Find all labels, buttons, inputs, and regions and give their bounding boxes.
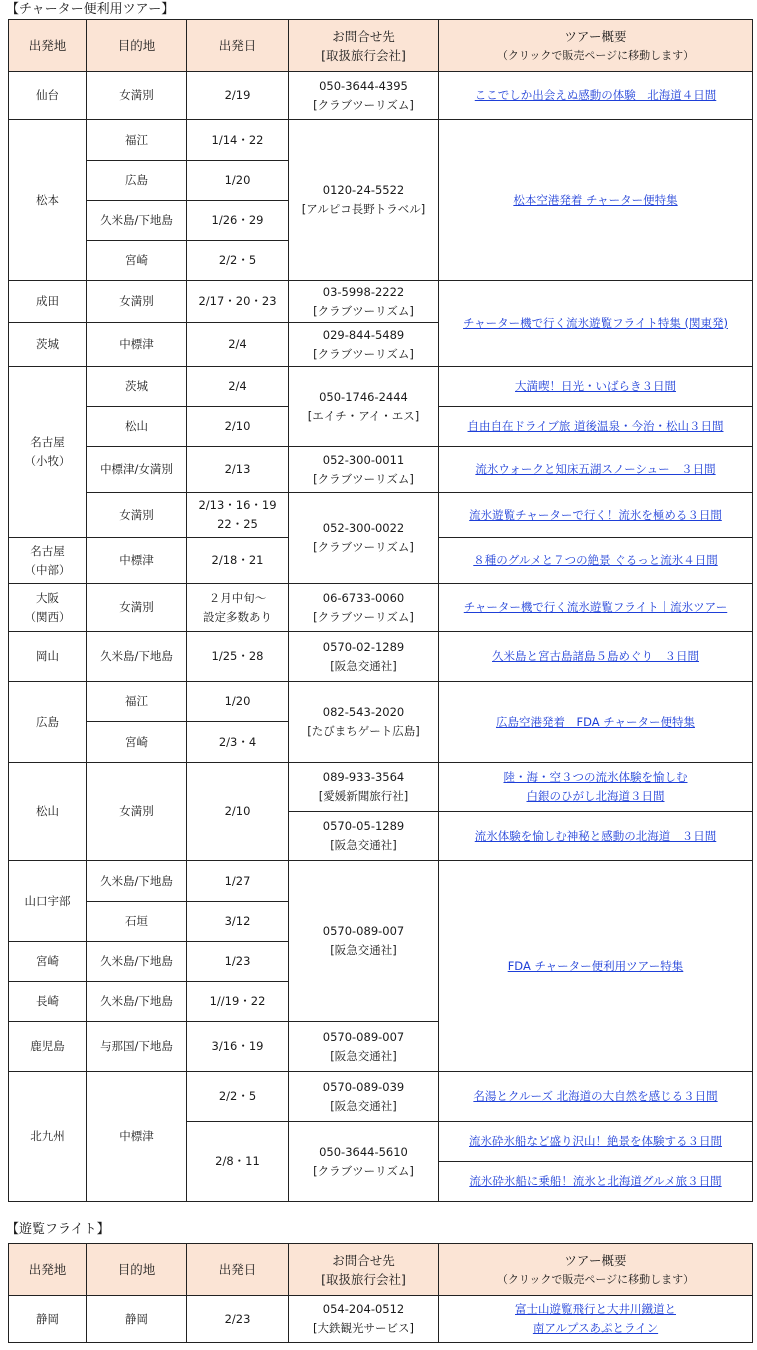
tour-link[interactable]: 陸・海・空３つの流氷体験を愉しむ 白銀のひがし北海道３日間 [503,770,688,803]
header-contact: お問合せ先 [取扱旅行会社] [289,1244,439,1296]
date-cell: 2/10 [187,407,289,447]
origin-cell: 松山 [9,763,87,861]
tour-link[interactable]: ８種のグルメと７つの絶景 ぐるっと流氷４日間 [473,553,718,567]
tour-link[interactable]: 広島空港発着 FDA チャーター便特集 [496,714,695,729]
origin-cell: 静岡 [9,1296,87,1343]
contact-cell: 050-3644-4395 [クラブツーリズム] [289,72,439,120]
date-cell: 1/27 [187,861,289,902]
tour-cell [439,763,753,812]
date-cell: 3/16・19 [187,1022,289,1072]
date-cell: 1//19・22 [187,982,289,1022]
table-row [9,493,753,538]
destination-cell: 女満別 [87,72,187,120]
date-cell: 2/2・5 [187,1072,289,1122]
origin-cell: 鹿児島 [9,1022,87,1072]
tour-link[interactable]: 名湯とクルーズ 北海道の大自然を感じる３日間 [473,1089,718,1103]
date-cell: 2/4 [187,367,289,407]
contact-cell: 03-5998-2222 [クラブツーリズム] [289,281,439,323]
contact-cell: 0120-24-5522 [アルピコ長野トラベル] [289,120,439,281]
tour-cell [439,407,753,447]
tour-link[interactable]: 流氷遊覧チャーターで行く！流氷を極める３日間 [469,507,722,522]
origin-cell: 名古屋 （小牧） [9,367,87,538]
contact-cell: 0570-089-007 [阪急交通社] [289,861,439,1022]
origin-cell: 広島 [9,682,87,763]
table-row [9,72,753,120]
date-cell: 2/10 [187,763,289,861]
destination-cell: 福江 [87,682,187,722]
date-cell: 3/12 [187,902,289,942]
destination-cell: 松山 [87,407,187,447]
tour-cell [439,1296,753,1343]
tour-link[interactable]: チャーター機で行く流氷遊覧フライト｜流氷ツアー [463,600,728,614]
destination-cell: 静岡 [87,1296,187,1343]
table-row [9,632,753,682]
table-header-row [9,1244,753,1296]
tour-link[interactable]: 自由自在ドライブ旅 道後温泉・今治・松山３日間 [467,419,724,433]
tour-cell [439,367,753,407]
tour-link[interactable]: 大満喫！日光・いばらき３日間 [515,379,676,393]
origin-cell: 宮崎 [9,942,87,982]
date-cell: 2/3・4 [187,722,289,763]
contact-cell: 0570-05-1289 [阪急交通社] [289,812,439,861]
contact-cell: 06-6733-0060 [クラブツーリズム] [289,584,439,632]
header-summary: ツアー概要 （クリックで販売ページに移動します） [439,1244,753,1296]
tour-link[interactable]: 松本空港発着 チャーター便特集 [513,192,678,207]
destination-cell: 女満別 [87,763,187,861]
contact-cell: 050-1746-2444 [エイチ・アイ・エス] [289,367,439,447]
table-row [9,861,753,902]
tour-link[interactable]: 流氷砕氷船に乗船！流氷と北海道グルメ旅３日間 [469,1174,722,1188]
destination-cell: 女満別 [87,584,187,632]
contact-cell: 054-204-0512 [大鉄観光サービス] [289,1296,439,1343]
destination-cell: 久米島/下地島 [87,201,187,241]
section-title-charter: 【チャーター便利用ツアー】 [6,2,175,17]
date-cell: 2/13・16・19 22・25 [187,493,289,538]
destination-cell: 中標津/女満別 [87,447,187,493]
date-cell: 2/17・20・23 [187,281,289,323]
contact-cell: 0570-089-007 [阪急交通社] [289,1022,439,1072]
tour-cell [439,632,753,682]
contact-cell: 082-543-2020 [たびまちゲート広島] [289,682,439,763]
header-origin: 出発地 [9,20,87,72]
origin-cell: 岡山 [9,632,87,682]
tour-cell [439,72,753,120]
table-row [9,1296,753,1343]
destination-cell: 久米島/下地島 [87,861,187,902]
tour-cell [439,120,753,281]
section-title-sightseeing: 【遊覧フライト】 [6,1222,110,1237]
tour-cell [439,861,753,1072]
origin-cell: 松本 [9,120,87,281]
date-cell: ２月中旬～ 設定多数あり [187,584,289,632]
table-row [9,447,753,493]
destination-cell: 宮崎 [87,241,187,281]
sightseeing-tour-table [8,1243,753,1343]
tour-cell [439,447,753,493]
origin-cell: 仙台 [9,72,87,120]
tour-link[interactable]: 流氷砕氷船など盛り沢山！絶景を体験する３日間 [469,1134,722,1148]
contact-cell: 0570-089-039 [阪急交通社] [289,1072,439,1122]
date-cell: 1/26・29 [187,201,289,241]
date-cell: 1/23 [187,942,289,982]
tour-link[interactable]: 久米島と宮古島諸島５島めぐり ３日間 [492,649,699,663]
tour-cell [439,1162,753,1202]
header-destination: 目的地 [87,20,187,72]
table-row [9,682,753,722]
destination-cell: 中標津 [87,1072,187,1202]
header-destination: 目的地 [87,1244,187,1296]
origin-cell: 茨城 [9,323,87,367]
header-origin: 出発地 [9,1244,87,1296]
tour-cell [439,281,753,367]
table-row [9,584,753,632]
charter-tour-table [8,19,753,1202]
contact-cell: 050-3644-5610 [クラブツーリズム] [289,1122,439,1202]
table-row [9,763,753,812]
origin-cell: 名古屋 （中部） [9,538,87,584]
tour-link[interactable]: ここでしか出会えぬ感動の体験 北海道４日間 [474,88,717,102]
contact-cell: 052-300-0011 [クラブツーリズム] [289,447,439,493]
tour-cell [439,493,753,538]
tour-link[interactable]: 富士山遊覧飛行と大井川鐵道と 南アルプスあぷとライン [515,1302,676,1335]
destination-cell: 茨城 [87,367,187,407]
date-cell: 1/14・22 [187,120,289,161]
destination-cell: 女満別 [87,281,187,323]
destination-cell: 宮崎 [87,722,187,763]
table-header-row [9,20,753,72]
origin-cell: 長崎 [9,982,87,1022]
tour-cell [439,1122,753,1162]
tour-link[interactable]: FDA チャーター便利用ツアー特集 [507,958,684,973]
origin-cell: 山口宇部 [9,861,87,942]
header-date: 出発日 [187,20,289,72]
date-cell: 2/18・21 [187,538,289,584]
tour-cell [439,682,753,763]
tour-cell [439,538,753,584]
tour-cell [439,812,753,861]
date-cell: 2/13 [187,447,289,493]
destination-cell: 女満別 [87,493,187,538]
tour-cell [439,1072,753,1122]
date-cell: 2/8・11 [187,1122,289,1202]
origin-cell: 北九州 [9,1072,87,1202]
tour-cell [439,584,753,632]
origin-cell: 成田 [9,281,87,323]
destination-cell: 中標津 [87,538,187,584]
table-row [9,120,753,161]
destination-cell: 広島 [87,161,187,201]
contact-cell: 052-300-0022 [クラブツーリズム] [289,493,439,584]
origin-cell: 大阪 （関西） [9,584,87,632]
header-date: 出発日 [187,1244,289,1296]
destination-cell: 石垣 [87,902,187,942]
destination-cell: 福江 [87,120,187,161]
destination-cell: 与那国/下地島 [87,1022,187,1072]
table-row [9,367,753,407]
table-row [9,281,753,323]
date-cell: 2/2・5 [187,241,289,281]
date-cell: 2/4 [187,323,289,367]
destination-cell: 久米島/下地島 [87,942,187,982]
contact-cell: 0570-02-1289 [阪急交通社] [289,632,439,682]
contact-cell: 089-933-3564 [愛媛新聞旅行社] [289,763,439,812]
tour-link[interactable]: 流氷ウォークと知床五湖スノーシュー ３日間 [475,462,716,476]
date-cell: 1/25・28 [187,632,289,682]
destination-cell: 中標津 [87,323,187,367]
tour-link[interactable]: チャーター機で行く流氷遊覧フライト特集 (関東発) [463,316,728,330]
date-cell: 2/19 [187,72,289,120]
contact-cell: 029-844-5489 [クラブツーリズム] [289,323,439,367]
header-contact: お問合せ先 [取扱旅行会社] [289,20,439,72]
date-cell: 2/23 [187,1296,289,1343]
date-cell: 1/20 [187,161,289,201]
date-cell: 1/20 [187,682,289,722]
table-row [9,1072,753,1122]
destination-cell: 久米島/下地島 [87,982,187,1022]
tour-link[interactable]: 流氷体験を愉しむ神秘と感動の北海道 ３日間 [474,828,717,843]
destination-cell: 久米島/下地島 [87,632,187,682]
header-summary: ツアー概要 （クリックで販売ページに移動します） [439,20,753,72]
